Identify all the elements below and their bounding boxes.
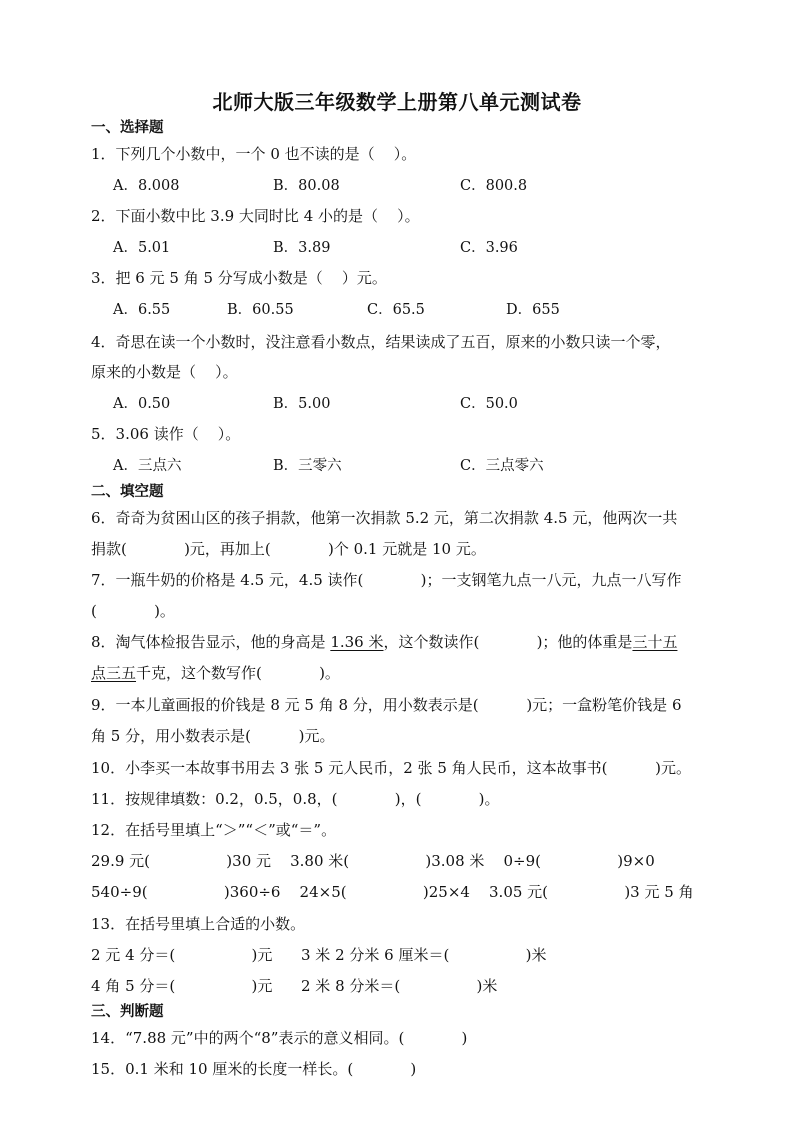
- q2-option-a: A．5.01: [113, 240, 171, 256]
- question-13: 13．在括号里填上合适的小数。: [91, 915, 306, 933]
- q2-option-b: B．3.89: [273, 240, 331, 256]
- q2-option-c: C．3.96: [460, 240, 518, 256]
- question-12-row-1: 29.9 元( )30 元 3.80 米( )3.08 米 0÷9( )9×0: [91, 852, 655, 870]
- question-10: 10．小李买一本故事书用去 3 张 5 元人民币，2 张 5 角人民币，这本故事书( )元。: [91, 759, 692, 777]
- q3-option-d: D．655: [506, 302, 560, 318]
- question-6-line-2: 捐款( )元，再加上( )个 0.1 元就是 10 元。: [91, 540, 486, 558]
- q5-option-a: A．三点六: [113, 458, 182, 474]
- question-11: 11．按规律填数：0.2，0.5，0.8，( )，( )。: [91, 790, 500, 808]
- question-3: 3．把 6 元 5 角 5 分写成小数是（ ）元。: [91, 269, 387, 287]
- question-7-line-1: 7．一瓶牛奶的价格是 4.5 元，4.5 读作( )；一支钢笔九点一八元，九点一八写作: [91, 571, 682, 589]
- question-2: 2．下面小数中比 3.9 大同时比 4 小的是（ ）。: [91, 207, 420, 225]
- question-4-line-1: 4．奇思在读一个小数时，没注意看小数点，结果读成了五百，原来的小数只读一个零，: [91, 333, 671, 351]
- q1-option-a: A．8.008: [113, 178, 180, 194]
- question-8-line-1: [91, 632, 677, 652]
- question-5: 5．3.06 读作（ ）。: [91, 425, 241, 443]
- q8-part-3: ，这个数读作( )；他的体重是: [383, 633, 633, 651]
- exam-title: 北师大版三年级数学上册第八单元测试卷: [212, 90, 582, 114]
- q5-option-b: B．三零六: [273, 458, 342, 474]
- section-heading-fill: 二、填空题: [91, 483, 164, 500]
- q8-part-1: 8．淘气体检报告显示，他的身高是: [91, 633, 331, 651]
- question-13-row-1: 2 元 4 分＝( )元 3 米 2 分米 6 厘米＝( )米: [91, 946, 547, 964]
- section-heading-choice: 一、选择题: [91, 119, 164, 136]
- question-8-line-2: [91, 663, 340, 683]
- q8-part-6: 千克，这个数写作( )。: [136, 664, 340, 682]
- q5-option-c: C．三点零六: [460, 458, 544, 474]
- question-4-line-2: 原来的小数是（ ）。: [91, 363, 238, 381]
- question-12: 12．在括号里填上“＞”“＜”或“＝”。: [91, 821, 337, 839]
- q4-option-b: B．5.00: [273, 396, 331, 412]
- q3-option-c: C．65.5: [367, 302, 425, 318]
- q3-option-b: B．60.55: [227, 302, 294, 318]
- question-7-line-2: ( )。: [91, 602, 175, 620]
- question-15: 15．0.1 米和 10 厘米的长度一样长。( ): [91, 1060, 417, 1078]
- question-14: 14．“7.88 元”中的两个“8”表示的意义相同。( ): [91, 1029, 468, 1047]
- question-13-row-2: 4 角 5 分＝( )元 2 米 8 分米＝( )米: [91, 977, 498, 995]
- question-6-line-1: 6．奇奇为贫困山区的孩子捐款，他第一次捐款 5.2 元，第二次捐款 4.5 元，他两次一共: [91, 509, 678, 527]
- q4-option-a: A．0.50: [113, 396, 171, 412]
- q1-option-b: B．80.08: [273, 178, 340, 194]
- q8-height-underlined: 1.36 米: [330, 633, 384, 651]
- question-1: 1．下列几个小数中，一个 0 也不读的是（ ）。: [91, 145, 417, 163]
- question-9-line-2: 角 5 分，用小数表示是( )元。: [91, 727, 335, 745]
- q8-weight-underlined-end: 点三五: [91, 664, 137, 682]
- q4-option-c: C．50.0: [460, 396, 518, 412]
- section-heading-judge: 三、判断题: [91, 1003, 164, 1020]
- q3-option-a: A．6.55: [113, 302, 171, 318]
- q1-option-c: C．800.8: [460, 178, 528, 194]
- question-12-row-2: 540÷9( )360÷6 24×5( )25×4 3.05 元( )3 元 5 角: [91, 883, 694, 901]
- question-9-line-1: 9．一本儿童画报的价钱是 8 元 5 角 8 分，用小数表示是( )元；一盒粉笔价钱是 6: [91, 696, 682, 714]
- q8-weight-underlined-start: 三十五: [632, 633, 678, 651]
